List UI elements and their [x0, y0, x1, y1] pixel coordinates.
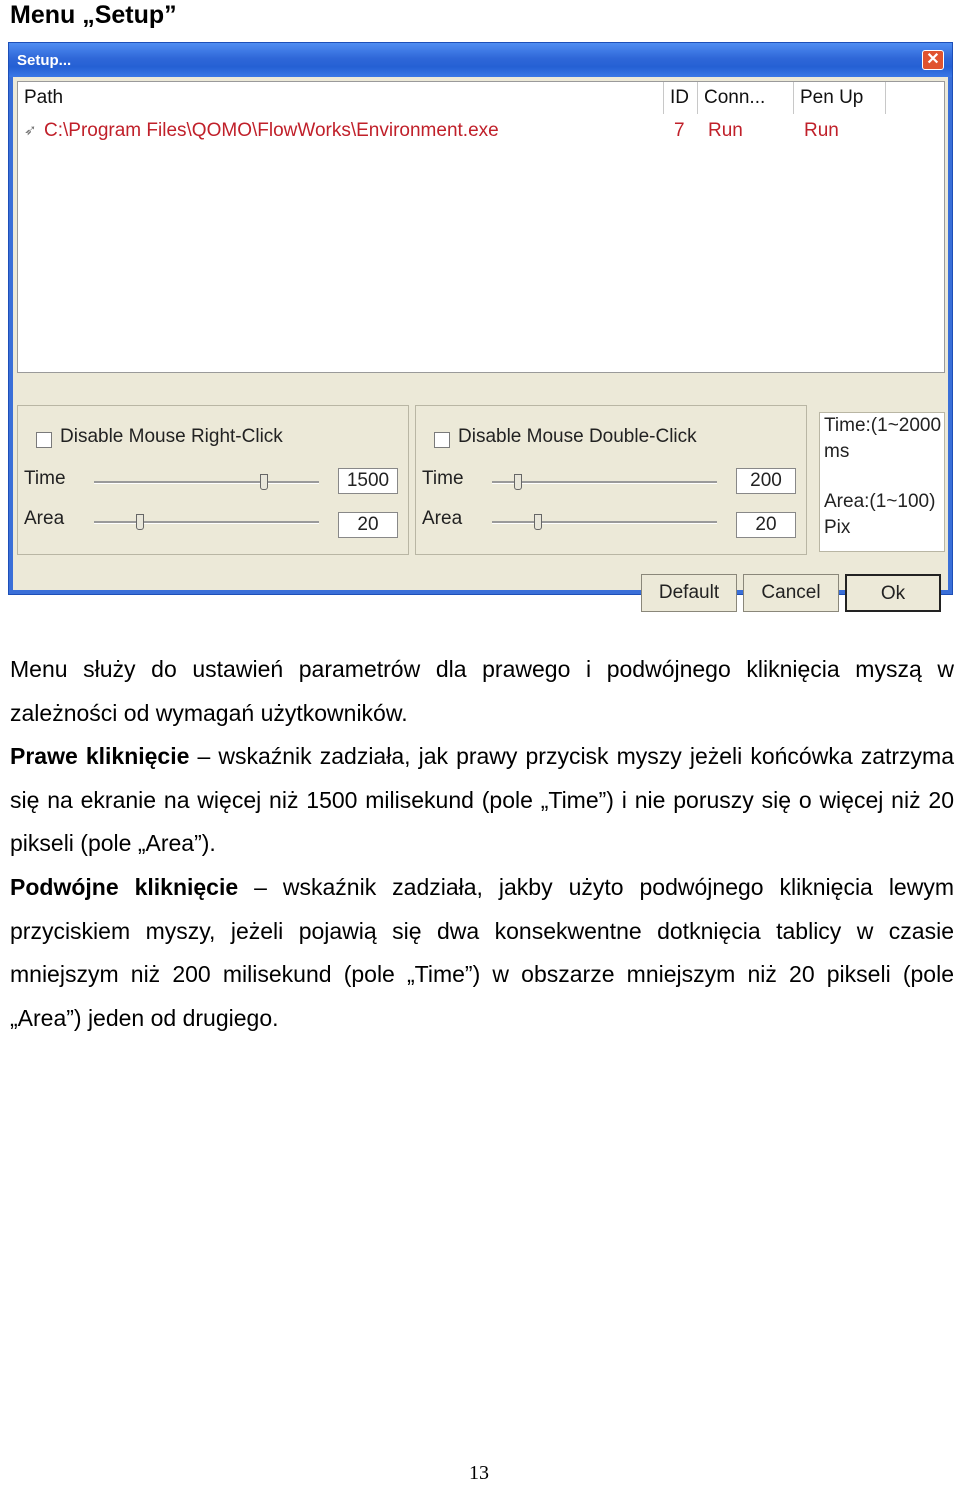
area-range-text: Area:(1~100)	[824, 491, 936, 512]
disable-right-click-label: Disable Mouse Right-Click	[60, 426, 283, 447]
right-click-term: Prawe kliknięcie	[10, 743, 190, 769]
window-title: Setup...	[17, 52, 72, 69]
default-button[interactable]: Default	[641, 574, 737, 612]
area-unit-text: Pix	[824, 517, 851, 538]
double-click-time-slider-track[interactable]	[492, 481, 717, 484]
double-click-group	[415, 405, 807, 555]
program-list[interactable]	[17, 81, 945, 373]
double-click-area-label: Area	[422, 508, 463, 529]
setup-window-screenshot	[8, 42, 953, 604]
column-header-pen-up[interactable]: Pen Up	[794, 82, 886, 114]
page-heading: Menu „Setup”	[10, 1, 177, 29]
double-click-description: – wskaźnik zadziała, jakby użyto podwójnego kliknięcia lewym przyciskiem myszy, jeżeli pojawią się dwa konsekwentne dotknięcia tablicy w czasie mniejszym niż 200 milisekund (pole „Time”) w obszarze mniejszym niż 20 pikseli (pole „Area”) jeden od drugiego.	[10, 874, 954, 1032]
right-click-description: – wskaźnik zadziała, jak prawy przycisk myszy jeżeli końcówka zatrzyma się na ekranie na więcej niż 1500 milisekund (pole „Time”) i nie poruszy się o więcej niż 20 pikseli (pole „Area”).	[10, 743, 954, 857]
column-header-path[interactable]: Path	[18, 82, 664, 114]
row-conn[interactable]: Run	[708, 120, 743, 141]
intro-paragraph: Menu służy do ustawień parametrów dla prawego i podwójnego kliknięcia myszą w zależności od wymagań użytkowników.	[10, 656, 954, 726]
disable-double-click-checkbox[interactable]	[434, 432, 450, 448]
right-click-area-label: Area	[24, 508, 65, 529]
double-click-area-slider-thumb[interactable]	[534, 514, 542, 530]
right-click-paragraph	[10, 735, 954, 866]
row-id[interactable]: 7	[674, 120, 685, 141]
disable-right-click-checkbox[interactable]	[36, 432, 52, 448]
page-number: 13	[469, 1462, 489, 1484]
close-x-icon[interactable]: ✕	[922, 50, 944, 70]
right-click-group	[17, 405, 409, 555]
right-click-time-field[interactable]: 1500	[338, 468, 398, 494]
cancel-button[interactable]: Cancel	[743, 574, 839, 612]
double-click-time-slider-thumb[interactable]	[514, 474, 522, 490]
row-pointer-icon: ➶	[24, 122, 37, 139]
time-range-text: Time:(1~2000	[824, 415, 942, 436]
window-titlebar	[9, 43, 952, 77]
right-click-area-slider-track[interactable]	[94, 521, 319, 524]
row-pen-up[interactable]: Run	[804, 120, 839, 141]
column-header-id[interactable]: ID	[664, 82, 698, 114]
disable-double-click-label: Disable Mouse Double-Click	[458, 426, 697, 447]
double-click-time-field[interactable]: 200	[736, 468, 796, 494]
double-click-area-field[interactable]: 20	[736, 512, 796, 538]
row-path[interactable]: C:\Program Files\QOMO\FlowWorks\Environment.exe	[44, 120, 499, 141]
right-click-time-slider-thumb[interactable]	[260, 474, 268, 490]
right-click-area-slider-thumb[interactable]	[136, 514, 144, 530]
double-click-paragraph	[10, 866, 954, 1041]
right-click-area-field[interactable]: 20	[338, 512, 398, 538]
ok-button[interactable]: Ok	[845, 574, 941, 612]
time-unit-text: ms	[824, 441, 850, 462]
window-client-area	[13, 77, 948, 604]
double-click-term: Podwójne kliknięcie	[10, 874, 239, 900]
right-click-time-label: Time	[24, 468, 66, 489]
double-click-time-label: Time	[422, 468, 464, 489]
double-click-area-slider-track[interactable]	[492, 521, 717, 524]
right-click-time-slider-track[interactable]	[94, 481, 319, 484]
column-header-conn[interactable]: Conn...	[698, 82, 794, 114]
range-info-panel	[819, 412, 945, 552]
